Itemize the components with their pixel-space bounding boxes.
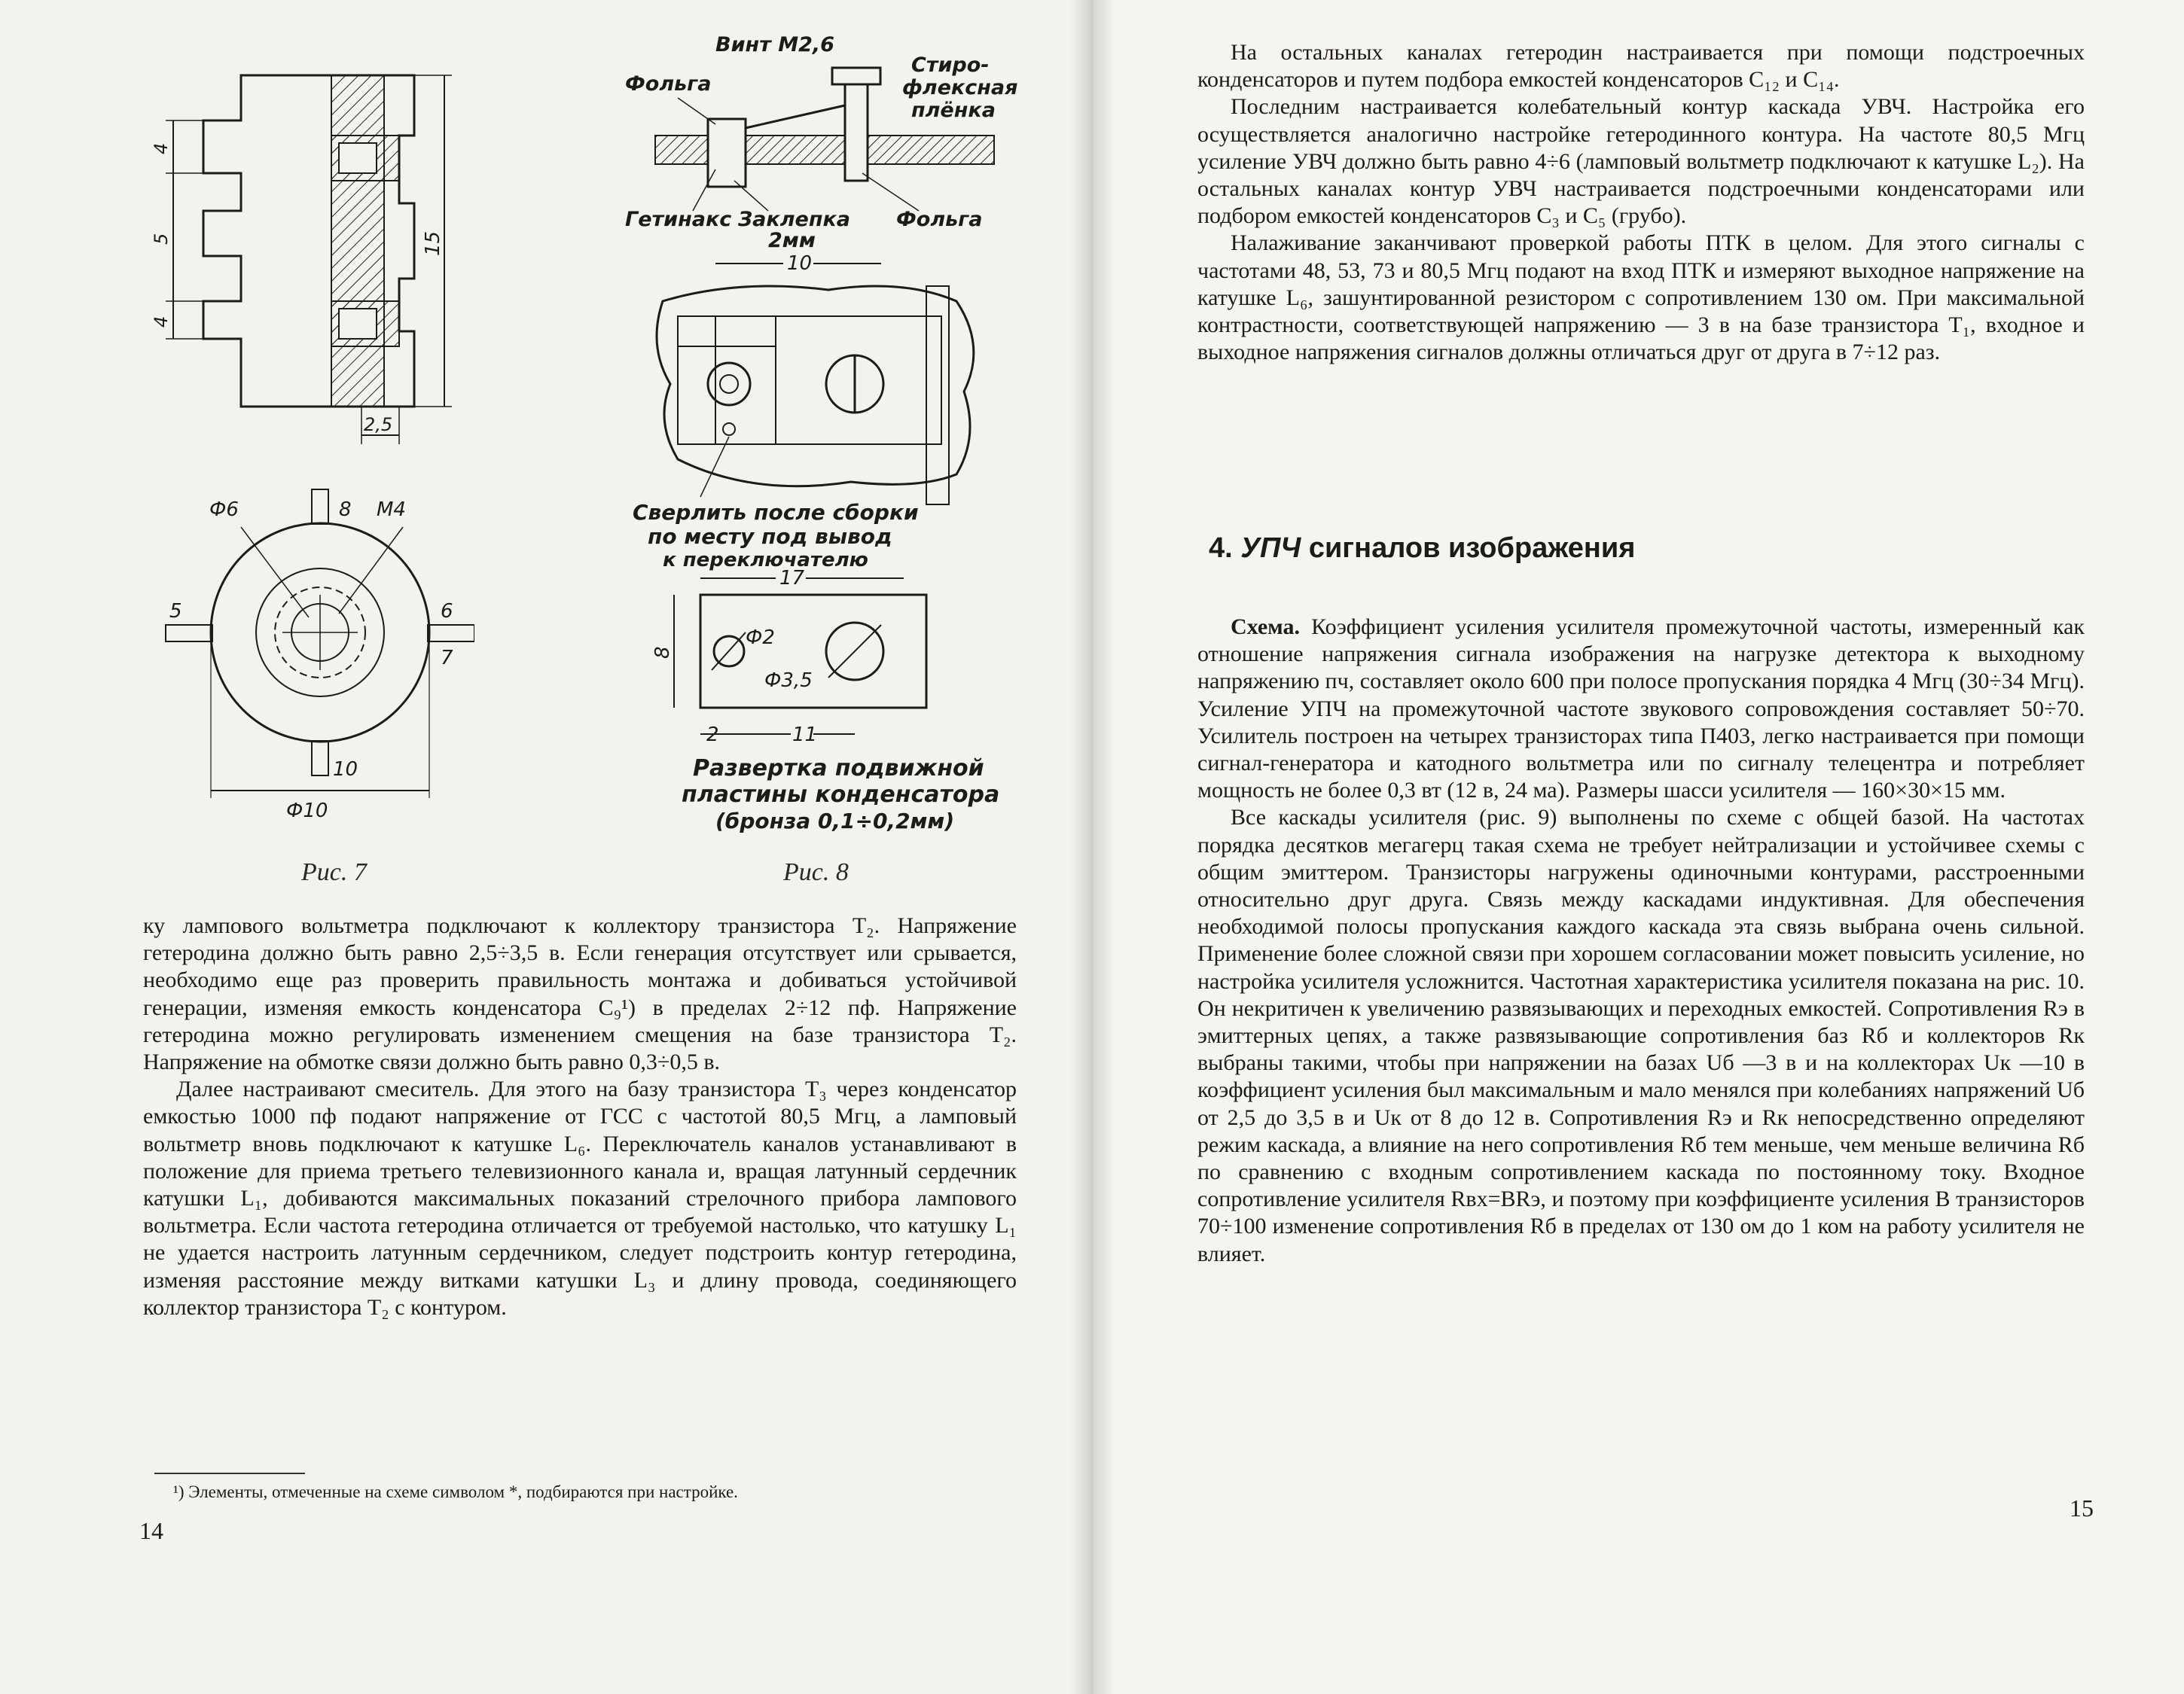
fig7-label-phi6: Ф6 (209, 498, 239, 521)
fig8-dim-2: 2 (706, 724, 719, 746)
fig8-label-drill-3: к переключателю (663, 549, 868, 571)
fig8-label-foil-top: Фольга (625, 72, 712, 96)
fig8-label-foil-bottom: Фольга (896, 208, 983, 231)
fig8-label-styro-2: флексная (902, 76, 1018, 99)
right-paragraph-lead (1197, 614, 2085, 804)
figure-8-drawing (602, 30, 1024, 843)
section-title: сигналов изображения (1308, 532, 1636, 564)
fig7-label-10: 10 (333, 758, 358, 781)
fig7-label-m4: М4 (377, 498, 406, 521)
fig8-dim-8: 8 (651, 646, 674, 659)
section-heading (1209, 532, 1635, 565)
right-body-top (1197, 39, 2085, 366)
right-paragraph-1: На остальных каналах гетеродин настраивается при помощи подстроечных конденсаторов и путем подбора емкостей конденсаторов C₁₂ и C₁₄. (1197, 40, 2085, 93)
fig8-label-drill-1: Сверлить после сборки (633, 500, 919, 525)
fig7-dim-2-5: 2,5 (364, 414, 393, 435)
fig8-dim-11: 11 (792, 724, 818, 746)
fig8-label-phi3-5: Ф3,5 (764, 669, 813, 692)
fig7-label-6: 6 (441, 600, 453, 623)
fig8-label-rivet-1: Заклепка (738, 208, 851, 231)
left-body-text (143, 913, 1017, 1321)
footnote: ¹) Элементы, отмеченные на схеме символом *, подбираются при настройке. (173, 1482, 738, 1501)
section-abbr: УПЧ (1240, 532, 1301, 564)
fig7-dim-4b: 4 (151, 315, 172, 328)
fig7-label-7: 7 (441, 647, 453, 669)
fig8-label-getinaks: Гетинакс (625, 208, 732, 231)
footnote-rule (154, 1473, 305, 1474)
right-paragraph-last: Все каскады усилителя (рис. 9) выполнены по схеме с общей базой. На частотах порядка десятков мегагерц такая схема не требует нейтрализации и устойчивее схемы с общим эмиттером. Транзисторы нагружены одиночными контурами, расстроенными относительно друг друга. Связь между каскадами индуктивная. Для обеспечения необходимой полосы пропускания каждого каскада эта связь выбрана очень сильной. Применение более сложной связи при хорошем согласовании может повысить усиление, но настройка усилителя усложнится. Частотная характеристика усилителя показана на рис. 10. Он некритичен к увеличению развязывающих и переходных емкостей. Сопротивления Rэ в эмиттерных цепях, а также развязывающие сопротивления баз Rб и коллекторов Rк выбраны такими, чтобы при напряжении на базах Uб —3 в и на коллекторах Uк —10 в коэффициент усиления был максимальным и мало менялся при колебаниях напряжений Uб от 2,5 до 3,5 в и Uк от 8 до 12 в. Сопротивления Rэ и Rк непосредственно определяют режим каскада, а влияние на него сопротивления Rб тем меньше, чем меньше величина Rб по сравнению с входным сопротивлением каскада по постоянному току. Входное сопротивление усилителя Rвх=BRэ, и поэтому при коэффициенте усиления B транзисторов 70÷100 изменение сопротивления Rб в пределах от 130 ом до 1 ком на работу усилителя не влияет. (1197, 805, 2085, 1266)
fig8-label-rivet-2: 2мм (768, 229, 816, 252)
fig8-label-drill-2: по месту под вывод (648, 524, 892, 549)
figure-7-top-view (151, 482, 474, 836)
fig7-dim-5: 5 (151, 233, 172, 245)
fig7-dim-15: 15 (422, 230, 444, 256)
left-page-number: 14 (139, 1517, 163, 1544)
left-paragraph-2: Далее настраивают смеситель. Для этого на базу транзистора T₃ через конденсатор емкостью 1000 пф подают напряжение от ГСС с частотой 80,5 Мгц, а ламповый вольтметр вновь подключают к катушке L₆. Переключатель каналов устанавливают в положение для приема третьего телевизионного канала и, вращая латунный сердечник катушки L₁, добиваются максимальных показаний стрелочного прибора лампового вольтметра. Если частота гетеродина отличается от требуемой настолько, что катушку L₁ не удается настроить латунным сердечником, следует подстроить контур гетеродина, изменяя расстояние между витками катушки L₃ и длину провода, соединяющего коллектор транзистора T₂ с контуром. (143, 1077, 1017, 1320)
fig8-label-sweep-1: Развертка подвижной (693, 755, 984, 781)
fig8-label-styro-3: плёнка (911, 99, 996, 122)
fig7-label-5: 5 (169, 600, 182, 623)
fig8-dim-17: 17 (779, 567, 805, 590)
right-page (1092, 0, 2184, 1694)
fig8-label-phi2: Ф2 (746, 626, 775, 649)
lead-label: Схема. (1231, 614, 1300, 639)
fig7-dim-4a: 4 (151, 142, 172, 154)
book-gutter (1069, 0, 1115, 1694)
lead-text: Коэффициент усиления усилителя промежуточной частоты, измеренный как отношение напряжения сигнала изображения на нагрузке детектора к выходному напряжению пч, составляет около 600 при полосе пропускания порядка 4 Мгц (30÷34 Мгц). Усиление УПЧ на промежуточной частоте звукового сопровождения составляет 50÷70. Усилитель построен на четырех транзисторах типа П403, легко настраивается при помощи сигнал-генератора и катодного вольтметра или по сигналу телецентра и потребляет мощность не более 0,3 вт (12 в, 24 ма). Размеры шасси усилителя — 160×30×15 мм. (1197, 614, 2085, 803)
fig8-label-sweep-3: (бронза 0,1÷0,2мм) (715, 809, 955, 833)
right-paragraph-3: Налаживание заканчивают проверкой работы ПТК в целом. Для этого сигналы с частотами 48, 53, 73 и 80,5 Мгц подают на вход ПТК и измеряют выходное напряжение на катушке L₆, зашунтированной резистором с сопротивлением 130 ом. При максимальной контрастности, соответствующей напряжению — 3 в на базе транзистора T₁, входное и выходное напряжения сигналов должны отличаться друг от друга в 7÷12 раз. (1197, 230, 2085, 365)
fig8-dim-10: 10 (787, 252, 813, 275)
right-page-number: 15 (2070, 1494, 2094, 1522)
figure-7-caption: Рис. 7 (301, 858, 367, 886)
fig8-label-screw: Винт М2,6 (715, 33, 834, 56)
fig8-label-styro-1: Стиро- (911, 53, 990, 77)
left-paragraph-1: ку лампового вольтметра подключают к коллектору транзистора T₂. Напряжение гетеродина должно быть равно 2,5÷3,5 в. Если генерация отсутствует или срывается, необходимо еще раз проверить правильность монтажа и добиваться устойчивой генерации, изменяя емкость конденсатора C₉¹) в пределах 2÷12 пф. Напряжение гетеродина можно регулировать изменением смещения на базе транзистора T₂. Напряжение на обмотке связи должно быть равно 0,3÷0,5 в. (143, 913, 1017, 1075)
figure-8-caption: Рис. 8 (783, 858, 849, 886)
fig7-label-8: 8 (339, 498, 352, 521)
right-body-bottom (1197, 614, 2085, 1268)
section-number: 4. (1209, 532, 1233, 564)
fig7-label-phi10: Ф10 (286, 800, 328, 822)
fig8-label-sweep-2: пластины конденсатора (682, 781, 1000, 808)
right-paragraph-2: Последним настраивается колебательный контур каскада УВЧ. Настройка его осуществляется аналогично настройке гетеродинного контура. На частоте 80,5 Мгц усиление УВЧ должно быть равно 4÷6 (ламповый вольтметр подключают к катушке L₂). На остальных каналах контур УВЧ настраивается подстроечными конденсаторами или подбором емкостей конденсаторов C₃ и C₅ (грубо). (1197, 94, 2085, 229)
figure-7-section-drawing (151, 53, 467, 459)
